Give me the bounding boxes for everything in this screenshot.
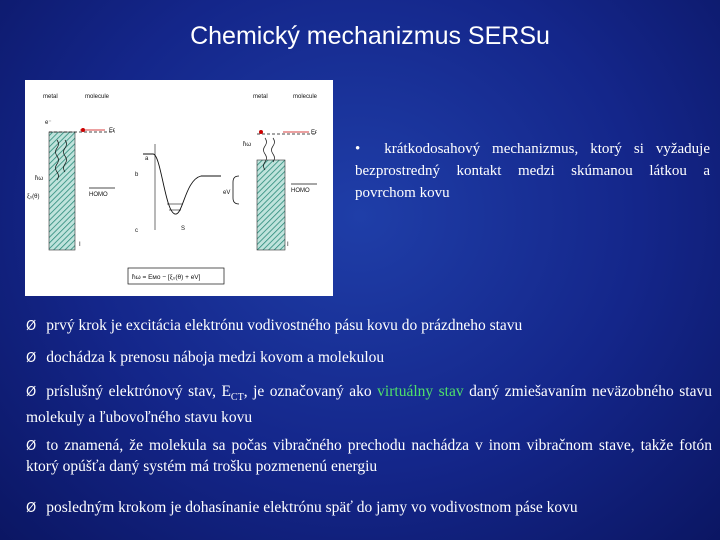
bullet-3-text-pre: príslušný elektrónový stav, E — [46, 383, 231, 400]
right-ev-brace — [233, 176, 239, 204]
bullet-4 — [26, 436, 712, 477]
left-e-label: e⁻ — [45, 120, 52, 126]
right-metal-band — [257, 160, 285, 250]
formula-text: ħω = Eᴍᴏ − [ξ₀(θ) + eV] — [132, 274, 201, 281]
arrow-bullet-icon: Ø — [26, 439, 37, 454]
left-col-molecule: molecule — [85, 94, 110, 100]
bullet-5 — [26, 498, 712, 519]
bullet-2 — [26, 348, 712, 369]
slide-title: Chemický mechanizmus SERSu — [190, 22, 550, 50]
side-bullet: • — [355, 141, 361, 157]
left-hw-label: ħω — [35, 176, 44, 182]
middle-c-label: c — [135, 228, 138, 234]
left-metal-band — [49, 132, 75, 250]
bullet-3 — [26, 382, 712, 428]
left-col-metal: metal — [43, 94, 58, 100]
right-ev-label: eV — [223, 190, 231, 196]
left-phi-label: ξ₀(θ) — [27, 194, 40, 200]
right-col-molecule: molecule — [293, 94, 318, 100]
bullet-5-text: posledným krokom je dohasínanie elektrónu späť do jamy vo vodivostnom páse kovu — [46, 499, 578, 516]
right-col-metal: metal — [253, 94, 268, 100]
arrow-bullet-icon: Ø — [26, 351, 37, 366]
left-i-label: I — [79, 242, 81, 248]
arrow-bullet-icon: Ø — [26, 319, 37, 334]
energy-diagram-figure — [25, 80, 333, 296]
arrow-bullet-icon: Ø — [26, 501, 37, 516]
bullet-3-text-post: daný zmiešavaním neväzobného stavu molekuly a ľubovoľného stavu kovu — [26, 383, 712, 427]
bullet-3-text-mid: , je označovaný ako — [243, 383, 378, 400]
bullet-3-subscript: CT — [230, 392, 244, 404]
right-ef-label: Eғ — [311, 130, 318, 136]
arrow-bullet-icon: Ø — [26, 385, 37, 400]
left-homo-label: HOMO — [89, 192, 108, 198]
right-photon-wave-2 — [272, 138, 275, 162]
middle-a-label: a — [145, 156, 149, 162]
left-ef-label: Eғ — [109, 128, 116, 134]
right-electron-dot — [259, 130, 263, 134]
bullet-1-text: prvý krok je excitácia elektrónu vodivostného pásu kovu do prázdneho stavu — [46, 317, 523, 334]
right-homo-label: HOMO — [291, 188, 310, 194]
bullet-1 — [26, 316, 712, 337]
side-text-content: krátkodosahový mechanizmus, ktorý si vyžaduje bezprostredný kontakt medzi skúmanou látkou a povrchom kovu — [355, 141, 710, 201]
middle-s-label: S — [181, 226, 186, 232]
bullet-2-text: dochádza k prenosu náboja medzi kovom a molekulou — [46, 349, 385, 366]
virtual-state-highlight: virtuálny stav — [377, 383, 464, 400]
right-i-label: I — [287, 242, 289, 248]
side-description — [355, 138, 710, 204]
bullet-4-text: to znamená, že molekula sa počas vibračného prechodu nachádza v inom vibračnom stave, takže fotón ktorý opúšťa daný systém má trošku pozmenenú energiu — [26, 437, 712, 475]
right-hw-label: ħω — [243, 142, 252, 148]
energy-diagram — [25, 80, 333, 296]
middle-b-label: b — [135, 172, 139, 178]
left-electron-dot — [81, 128, 85, 132]
